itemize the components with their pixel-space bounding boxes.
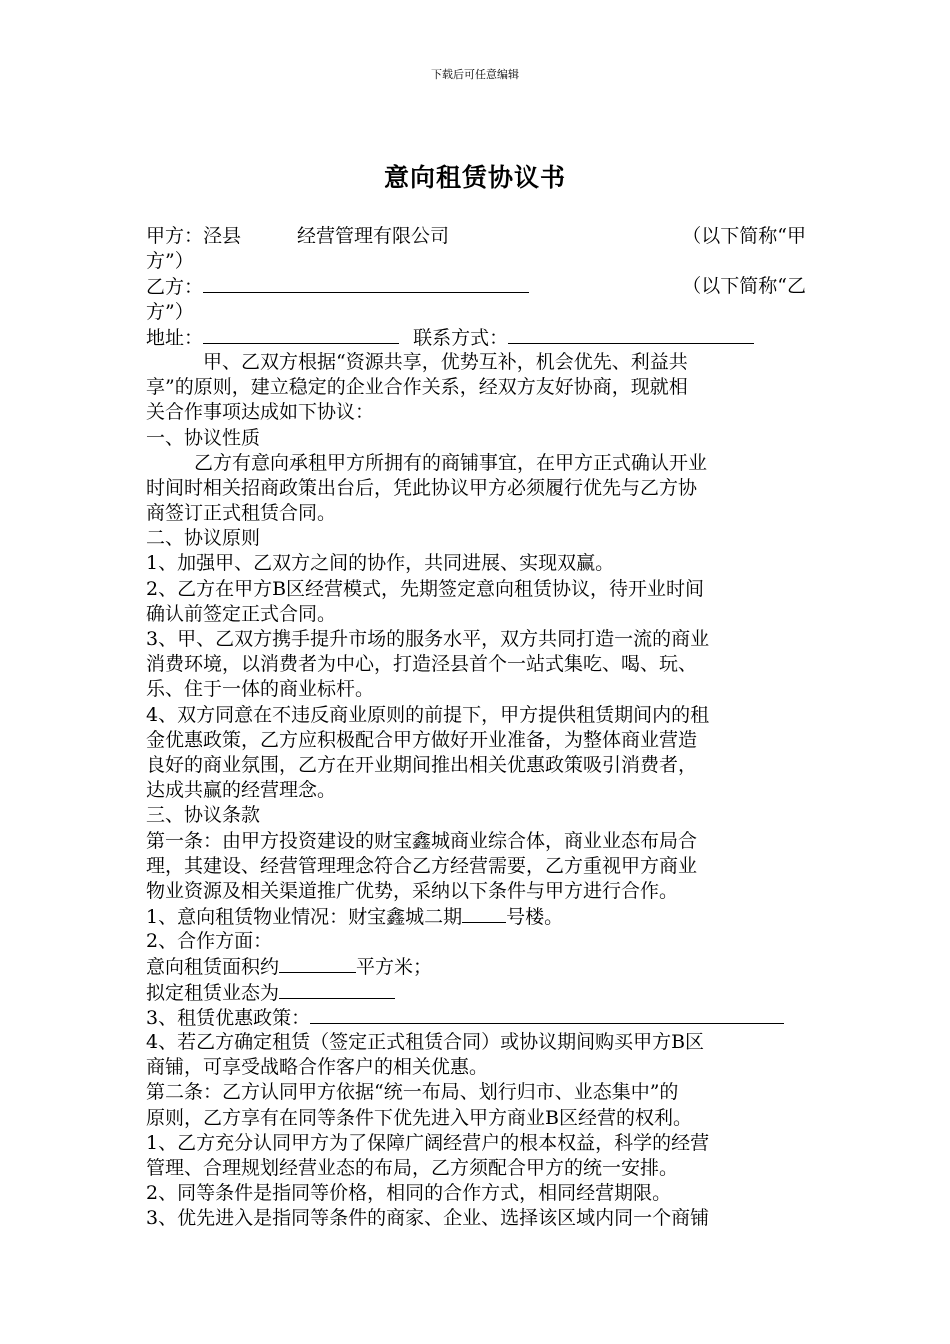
contact-label: 联系方式： [413,326,509,349]
building-number-blank[interactable] [462,904,506,923]
item1-before: 1、意向租赁物业情况：财宝鑫城二期 [146,906,463,929]
para-line: 商签订正式租赁合同。 [146,502,337,525]
party-a-abbr: （以下简称“甲 [682,225,806,247]
party-a-abbr-cont: 方”） [146,250,194,273]
address-line [146,325,806,350]
para-line: 关合作事项达成如下协议： [146,401,375,424]
party-a-line [146,224,806,249]
item1-after: 号楼。 [506,906,564,929]
area-after: 平方米； [356,956,433,979]
format-before: 拟定租赁业态为 [146,981,280,1004]
document-title: 意向租赁协议书 [383,163,566,192]
contact-blank[interactable] [508,325,754,344]
para-line: 管理、合理规划经营业态的布局，乙方须配合甲方的统一安排。 [146,1156,679,1179]
para-line: 消费环境，以消费者为中心，打造泾县首个一站式集吃、喝、玩、 [146,653,698,676]
item1-line [146,904,806,929]
item3-before: 3、租赁优惠政策： [146,1006,311,1029]
para-line: 4、双方同意在不违反商业原则的前提下，甲方提供租赁期间内的租 [146,703,710,726]
para-line: 确认前签定正式合同。 [146,602,337,625]
para-line: 物业资源及相关渠道推广优势，采纳以下条件与甲方进行合作。 [146,879,679,902]
item3-line [146,1005,806,1030]
para-line: 2、乙方在甲方B区经营模式，先期签定意向租赁协议，待开业时间 [146,577,705,600]
para-line: 理，其建设、经营管理理念符合乙方经营需要，乙方重视甲方商业 [146,854,698,877]
party-b-abbr: （以下简称“乙 [682,275,806,298]
format-line [146,980,806,1005]
party-b-blank[interactable] [203,274,529,293]
para-line: 3、甲、乙双方携手提升市场的服务水平，双方共同打造一流的商业 [146,628,710,650]
para-line: 商铺，可享受战略合作客户的相关优惠。 [146,1056,489,1079]
para-line: 第一条：由甲方投资建设的财宝鑫城商业综合体，商业业态布局合 [146,829,698,852]
item2-line: 2、合作方面： [146,930,273,953]
para-line: 良好的商业氛围，乙方在开业期间推出相关优惠政策吸引消费者， [146,753,698,776]
party-a-label: 甲方：泾县 [146,225,242,247]
format-blank[interactable] [279,980,395,999]
para-line: 3、优先进入是指同等条件的商家、企业、选择该区域内同一个商铺 [146,1207,710,1230]
party-b-label: 乙方： [146,276,204,299]
para-line: 享”的原则，建立稳定的企业合作关系，经双方友好协商，现就相 [146,376,688,399]
para-line: 1、加强甲、乙双方之间的协作，共同进展、实现双赢。 [146,552,615,575]
para-line: 乙方有意向承租甲方所拥有的商铺事宜，在甲方正式确认开业 [194,451,708,474]
party-b-line [146,274,806,299]
address-blank[interactable] [203,325,399,344]
party-b-abbr-cont: 方”） [146,300,194,323]
para-line: 原则，乙方享有在同等条件下优先进入甲方商业B区经营的权利。 [146,1106,692,1129]
address-label: 地址： [146,326,204,349]
para-line: 乐、住于一体的商业标杆。 [146,678,375,701]
para-line: 金优惠政策，乙方应积极配合甲方做好开业准备，为整体商业营造 [146,728,698,751]
section-heading: 一、协议性质 [146,426,261,449]
para-line: 1、乙方充分认同甲方为了保障广阔经营户的根本权益，科学的经营 [146,1131,710,1154]
section-heading: 三、协议条款 [146,804,261,827]
policy-blank[interactable] [310,1005,784,1024]
para-line: 甲、乙双方根据“资源共享，优势互补，机会优先、利益共 [203,350,688,373]
para-line: 4、若乙方确定租赁（签定正式租赁合同）或协议期间购买甲方B区 [146,1031,705,1053]
area-before: 意向租赁面积约 [146,956,280,979]
area-line [146,954,806,979]
para-line: 第二条：乙方认同甲方依据“统一布局、划行归市、业态集中”的 [146,1081,679,1104]
para-line: 2、同等条件是指同等价格，相同的合作方式，相同经营期限。 [146,1182,672,1205]
document-body [146,224,806,1232]
party-a-company: 经营管理有限公司 [297,225,450,247]
section-heading: 二、协议原则 [146,527,261,550]
area-blank[interactable] [279,954,356,973]
header-note: 下载后可任意编辑 [431,68,519,81]
para-line: 达成共赢的经营理念。 [146,779,337,802]
para-line: 时间时相关招商政策出台后，凭此协议甲方必须履行优先与乙方协 [146,476,698,499]
